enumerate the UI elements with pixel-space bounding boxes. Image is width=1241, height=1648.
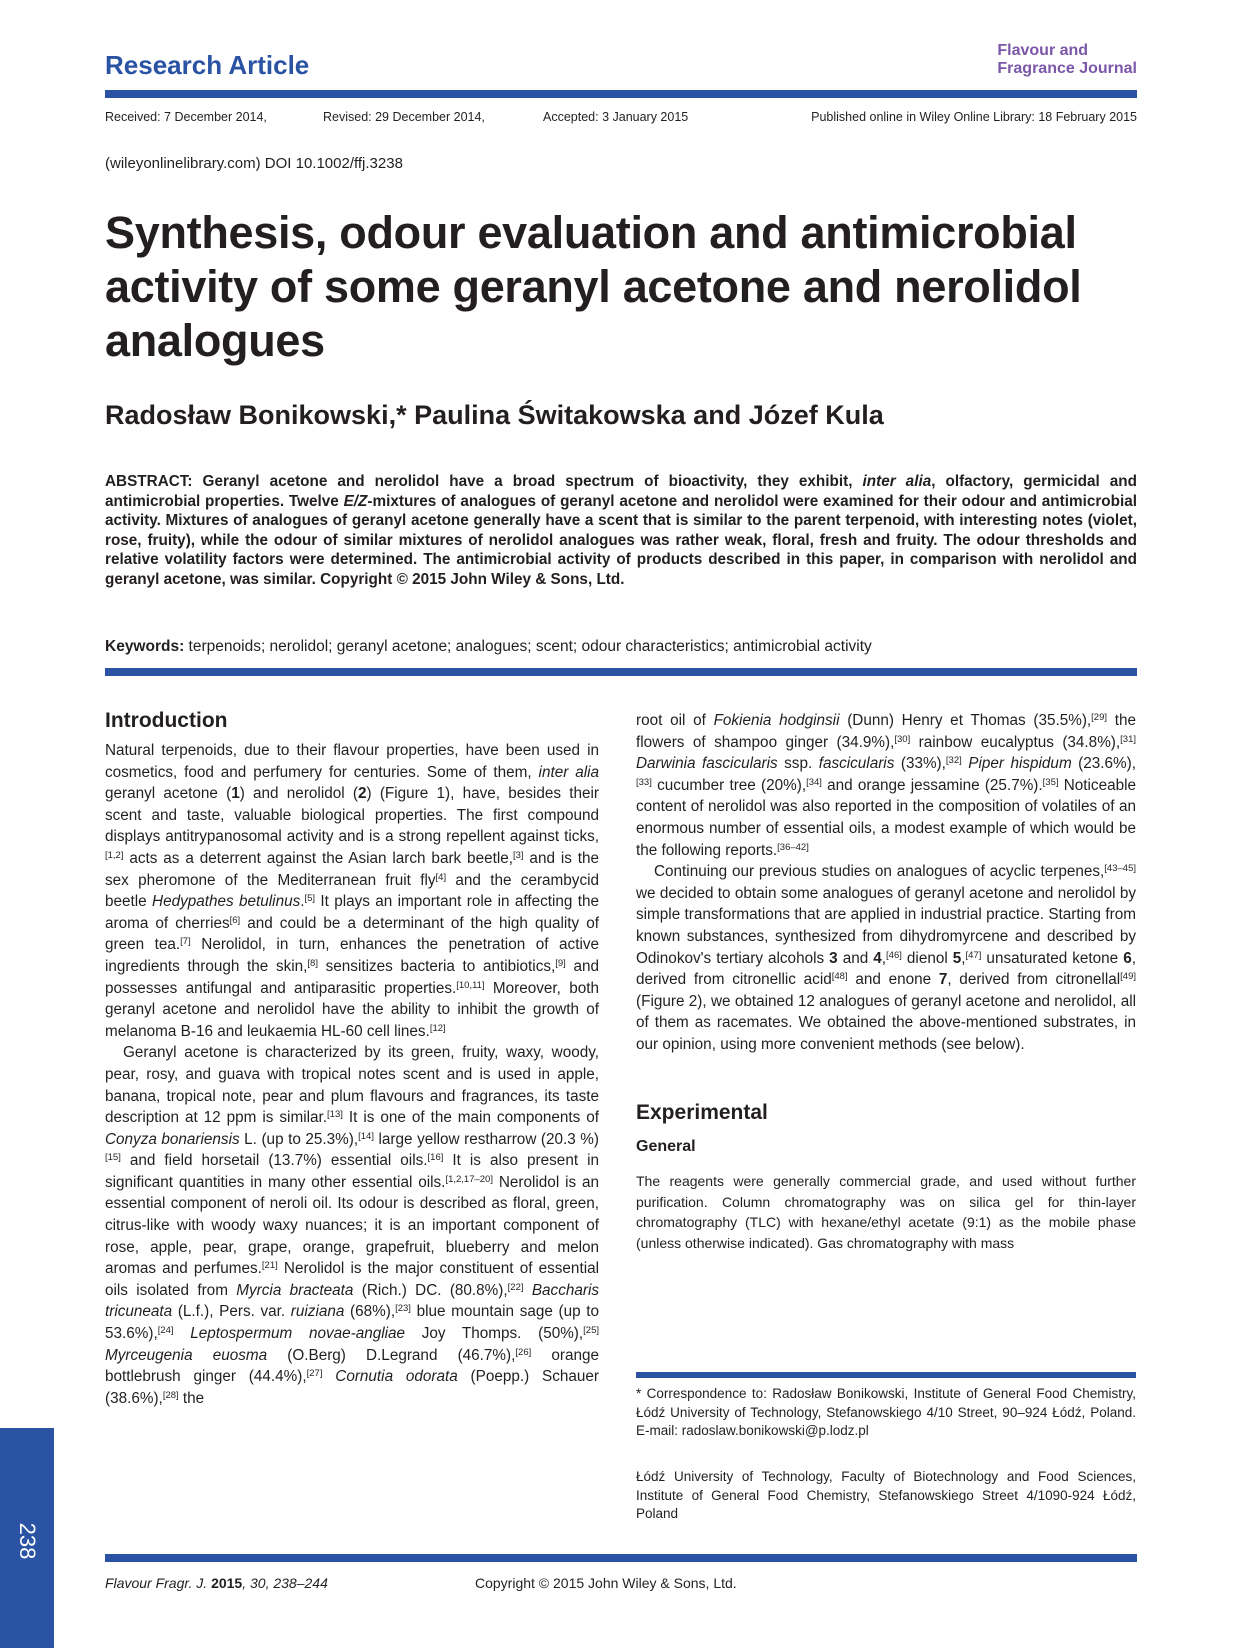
article-title: Synthesis, odour evaluation and antimicrobial activity of some geranyl acetone and nerolidol analogues [105,207,1082,366]
footer-copyright: Copyright © 2015 John Wiley & Sons, Ltd. [475,1575,737,1591]
author-list: Radosław Bonikowski,* Paulina Świtakowska and Józef Kula [105,400,884,430]
right-column [636,710,1136,1253]
article-type-label: Research Article [105,50,310,80]
introduction-heading: Introduction [105,709,228,732]
intro-paragraph-1: Natural terpenoids, due to their flavour properties, have been used in cosmetics, food and perfumery for centuries. Some of them, inter alia geranyl acetone (1) and nerolidol (2) (Figure 1), have, besides their scent and taste, valuable biological properties. The first compound displays antitrypanosomal activity and is a strong repellent against ticks,[1,2] acts as a deterrent against the Asian larch bark beetle,[3] and is the sex pheromone of the Mediterranean fruit fly[4] and the cerambycid beetle Hedypathes betulinus.[5] It plays an important role in affecting the aroma of cherries[6] and could be a determinant of the high quality of green tea.[7] Nerolidol, in turn, enhances the penetration of active ingredients through the skin,[8] sensitizes bacteria to antibiotics,[9] and possesses antifungal and antiparasitic properties.[10,11] Moreover, both geranyl acetone and nerolidol have the ability to inhibit the growth of melanoma B-16 and leukaemia HL-60 cell lines.[12] [105,742,600,1040]
correspondence-note: * Correspondence to: Radosław Bonikowski, Institute of General Food Chemistry, Łódź University of Technology, Stefanowskiego 4/10 Street, 90–924 Łódź, Poland. E-mail: radoslaw.bonikowski@p.lodz.pl [636,1386,1136,1438]
doi-line: (wileyonlinelibrary.com) DOI 10.1002/ffj.3238 [105,155,403,172]
published-date: Published online in Wiley Online Library: 18 February 2015 [811,110,1137,124]
journal-name-line1: Flavour and [997,42,1089,59]
page-number-tab [0,1428,54,1648]
keywords [105,638,1137,656]
header-rule [105,90,1137,98]
abstract-rule [105,668,1137,676]
journal-name-line2: Fragrance Journal [997,60,1137,77]
correspondence-rule [636,1372,1136,1378]
accepted-date: Accepted: 3 January 2015 [543,110,689,124]
intro-paragraph-2-cont: root oil of Fokienia hodginsii (Dunn) Henry et Thomas (35.5%),[29] the flowers of shampoo ginger (34.9%),[30] rainbow eucalyptus (34.8%),[31] Darwinia fascicularis ssp. fascicularis (33%),[32] Piper hispidum (23.6%),[33] cucumber tree (20%),[34] and orange jessamine (25.7%).[35] Noticeable content of nerolidol was also reported in the composition of volatiles of an enormous number of essential oils, a modest example of which would be the following reports.[36–42] [636,712,1137,859]
left-column [105,708,599,1409]
footer-citation: Flavour Fragr. J. 2015, 30, 238–244 [105,1575,328,1591]
received-date: Received: 7 December 2014, [105,110,267,124]
page-number: 238 [15,1522,40,1560]
journal-logo [997,42,1137,78]
general-subheading: General [636,1137,696,1155]
keywords-text: terpenoids; nerolidol; geranyl acetone; analogues; scent; odour characteristics; antimicrobial activity [184,638,872,655]
intro-paragraph-2: Geranyl acetone is characterized by its green, fruity, waxy, woody, pear, rosy, and guava with tropical notes scent and is used in apple, banana, tropical note, pear and plum flavours and fragrances, its taste description at 12 ppm is similar.[13] It is one of the main components of Conyza bonariensis L. (up to 25.3%),[14] large yellow restharrow (20.3 %)[15] and field horsetail (13.7%) essential oils.[16] It is also present in significant quantities in many other essential oils.[1,2,17–20] Nerolidol is an essential component of neroli oil. Its odour is described as floral, green, citrus-like with woody waxy nuances; it is an important component of rose, apple, pear, grape, orange, grapefruit, blueberry and melon aromas and perfumes.[21] Nerolidol is the major constituent of essential oils isolated from Myrcia bracteata (Rich.) DC. (80.8%),[22] Baccharis tricuneata (L.f.), Pers. var. ruiziana (68%),[23] blue mountain sage (up to 53.6%),[24] Leptospermum novae-angliae Joy Thomps. (50%),[25] Myrceugenia euosma (O.Berg) D.Legrand (46.7%),[26] orange bottlebrush ginger (44.4%),[27] Cornutia odorata (Poepp.) Schauer (38.6%),[28] the [105,1044,600,1407]
affiliation-note: Łódź University of Technology, Faculty of Biotechnology and Food Sciences, Institute of General Food Chemistry, Stefanowskiego Street 4/1090-924 Łódź, Poland [636,1469,1136,1521]
experimental-general-text: The reagents were generally commercial grade, and used without further purification. Column chromatography was on silica gel for thin-layer chromatography (TLC) with hexane/ethyl acetate (9:1) as the mobile phase (unless otherwise indicated). Gas chromatography with mass [636,1173,1136,1251]
intro-paragraph-3: Continuing our previous studies on analogues of acyclic terpenes,[43–45] we decided to obtain some analogues of geranyl acetone and nerolidol by simple transformations that are applied in industrial practice. Starting from known substances, synthesized from dihydromyrcene and described by Odinokov's tertiary alcohols 3 and 4,[46] dienol 5,[47] unsaturated ketone 6, derived from citronellic acid[48] and enone 7, derived from citronellal[49] (Figure 2), we obtained 12 analogues of geranyl acetone and nerolidol, all of them as racemates. We obtained the above-mentioned substrates, in our opinion, using more convenient methods (see below). [636,863,1136,1053]
revised-date: Revised: 29 December 2014, [323,110,485,124]
experimental-heading: Experimental [636,1100,768,1124]
abstract: ABSTRACT: Geranyl acetone and nerolidol have a broad spectrum of bioactivity, they exhibit, inter alia, olfactory, germicidal and antimicrobial properties. Twelve E/Z-mixtures of analogues of geranyl acetone and nerolidol were examined for their odour and antimicrobial activity. Mixtures of analogues of geranyl acetone generally have a scent that is similar to the parent terpenoid, with interesting notes (violet, rose, fruity), while the odour of similar mixtures of nerolidol analogues was rather weak, floral, fresh and fruity. The odour thresholds and relative volatility factors were determined. The antimicrobial activity of products described in this paper, in comparison with nerolidol and geranyl acetone, was similar. Copyright © 2015 John Wiley & Sons, Ltd. [105,473,1137,588]
footer-rule [105,1554,1137,1562]
keywords-label: Keywords: [105,638,185,655]
